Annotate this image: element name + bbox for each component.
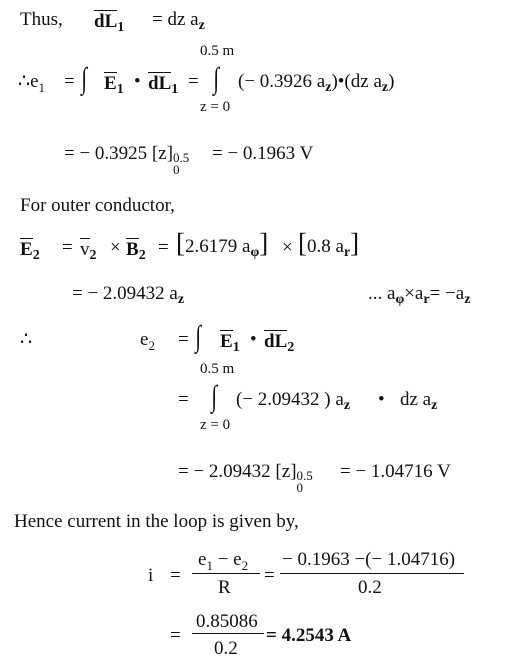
line2-eq2: = [188,71,199,92]
line1-lhs: $dL_1$ [94,11,125,35]
line5-cross2: × [282,237,293,258]
line8-rest: dz $a_z$ [400,389,438,413]
integral-sign: ∫ [81,62,87,95]
frac1-denominator: R [218,577,231,598]
line7-eq: = [178,329,189,350]
line2-integrand: (− 0.3926 $a_z)•(dz$ $a_z$) [238,71,395,95]
line3-expr: = − 0.3925 [z] 0.5 0 [64,143,190,177]
line5-B: $B_2$ [126,239,146,263]
line5-val2: [0.8 $a_r$] [298,228,360,260]
line3-result: = − 0.1963 V [212,143,314,164]
line8-integrand: (− 2.09432 ) $a_z$ [236,389,351,413]
line2-term1: $E_1$ [104,73,124,97]
line2-lhs: $\therefore e_1$ [18,71,46,95]
line2-term2: $dL_1$ [148,73,179,97]
line6-expr: = − 2.09432 $a_z$ [72,283,185,307]
frac2-line [280,573,464,574]
line5-eq2: = [158,237,169,258]
frac1-numerator: $e_1 - e_2$ [198,549,249,573]
final-frac-line [192,633,264,634]
line1-rhs: = dz $a_z$ [152,9,205,33]
frac1-line [192,573,260,574]
line2-dot: • [134,71,141,92]
line5-val1: [2.6179 $a_\varphi$] [176,228,269,260]
line8-lower-limit: z = 0 [200,417,231,433]
integral-sign: ∫ [211,380,217,413]
line9-result: = − 1.04716 V [340,461,451,482]
integral-sign: ∫ [195,320,201,353]
final-numerator: 0.85086 [196,611,258,632]
line2-eq: = [64,71,75,92]
integral-sign: ∫ [213,62,219,95]
final-denominator: 0.2 [214,638,238,659]
line5-lhs: $E_2$ [20,239,40,263]
line6-note: ... $a_\varphi\times a_r= -a_z$ [368,283,471,307]
line1-prefix: Thus, [20,9,63,30]
line5-v: $v_2$ [80,239,97,263]
line7-therefore: ∴ [20,329,33,350]
line5-eq: = [62,237,73,258]
line2-upper-limit: 0.5 m [200,43,235,59]
outer-conductor-heading: For outer conductor, [20,195,175,216]
hence-text: Hence current in the loop is given by, [14,511,299,532]
line8-eq: = [178,389,189,410]
line7-term2: $dL_2$ [264,331,295,355]
line8-dot: • [378,389,385,410]
frac2-numerator: − 0.1963 −(− 1.04716) [282,549,456,570]
line8-upper-limit: 0.5 m [200,361,235,377]
line9-expr: = − 2.09432 [z] 0.5 0 [178,461,313,495]
line2-lower-limit: z = 0 [200,99,231,115]
current-eq2: = [264,565,275,586]
current-eq: = [170,565,181,586]
current-lhs: i [148,565,154,586]
line7-term1: $E_1$ [220,331,240,355]
line7-dot: • [250,329,257,350]
line5-cross: × [110,237,121,258]
frac2-denominator: 0.2 [358,577,382,598]
line7-lhs: $e_2$ [140,329,155,353]
final-eq: = [170,625,181,646]
final-result: = 4.2543 A [266,625,352,646]
